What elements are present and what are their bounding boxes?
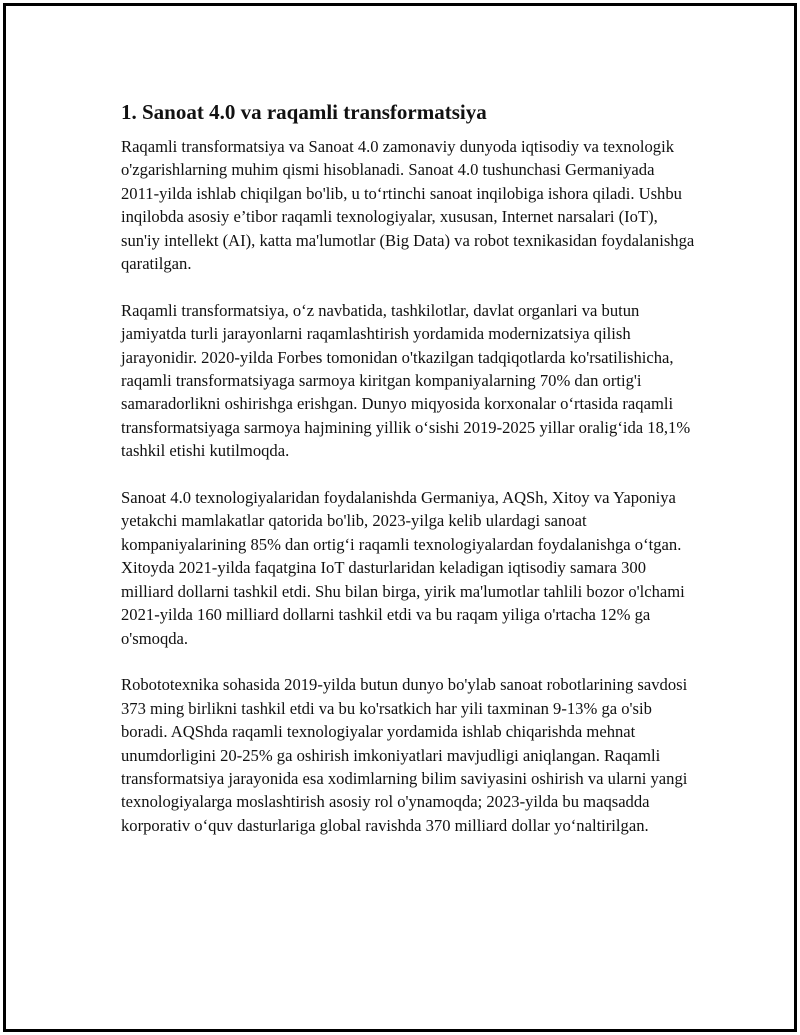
paragraph-1: Raqamli transformatsiya va Sanoat 4.0 zamonaviy dunyoda iqtisodiy va texnologik o'zgarishlarning muhim qismi hisoblanadi. Sanoat 4.0 tushunchasi Germaniyada 2011-yilda ishlab chiqilgan bo'lib, u to‘rtinchi sanoat inqilobiga ishora qiladi. Ushbu inqilobda asosiy e’tibor raqamli texnologiyalar, xususan, Internet narsalari (IoT), sun'iy intellekt (AI), katta ma'lumotlar (Big Data) va robot texnikasidan foydalanishga qaratilgan. (121, 137, 695, 274)
document-body (121, 99, 696, 837)
paragraph-4: Robototexnika sohasida 2019-yilda butun dunyo bo'ylab sanoat robotlarining savdosi 373 ming birlikni tashkil etdi va bu ko'rsatkich har yili taxminan 9-13% ga o'sib boradi. AQShda raqamli texnologiyalar yordamida ishlab chiqarishda mehnat unumdorligini 20-25% ga oshirish imkoniyatlari mavjudligi aniqlangan. Raqamli transformatsiya jarayonida esa xodimlarning bilim saviyasini oshirish va ularni yangi texnologiyalarga moslashtirish asosiy rol o'ynamoqda; 2023-yilda bu maqsadda korporativ o‘quv dasturlariga global ravishda 370 milliard dollar yo‘naltirilgan. (121, 675, 688, 835)
paragraph-3: Sanoat 4.0 texnologiyalaridan foydalanishda Germaniya, AQSh, Xitoy va Yaponiya yetakchi mamlakatlar qatorida bo'lib, 2023-yilga kelib ulardagi sanoat kompaniyalarining 85% dan ortig‘i raqamli texnologiyalardan foydalanishga o‘tgan. Xitoyda 2021-yilda faqatgina IoT dasturlaridan keladigan iqtisodiy samara 300 milliard dollarni tashkil etdi. Shu bilan birga, yirik ma'lumotlar tahlili bozor o'lchami 2021-yilda 160 milliard dollarni tashkil etdi va bu raqam yiliga o'rtacha 12% ga o'smoqda. (121, 488, 685, 648)
section-heading: 1. Sanoat 4.0 va raqamli transformatsiya (121, 100, 487, 124)
page-frame (3, 3, 797, 1032)
paragraph-2: Raqamli transformatsiya, o‘z navbatida, tashkilotlar, davlat organlari va butun jamiyatda turli jarayonlarni raqamlashtirish yordamida modernizatsiya qilish jarayonidir. 2020-yilda Forbes tomonidan o'tkazilgan tadqiqotlarda ko'rsatilishicha, raqamli transformatsiyaga sarmoya kiritgan kompaniyalarning 70% dan ortig'i samaradorlikni oshirishga erishgan. Dunyo miqyosida korxonalar o‘rtasida raqamli transformatsiyaga sarmoya hajmining yillik o‘sishi 2019-2025 yillar oralig‘ida 18,1% tashkil etishi kutilmoqda. (121, 300, 691, 461)
